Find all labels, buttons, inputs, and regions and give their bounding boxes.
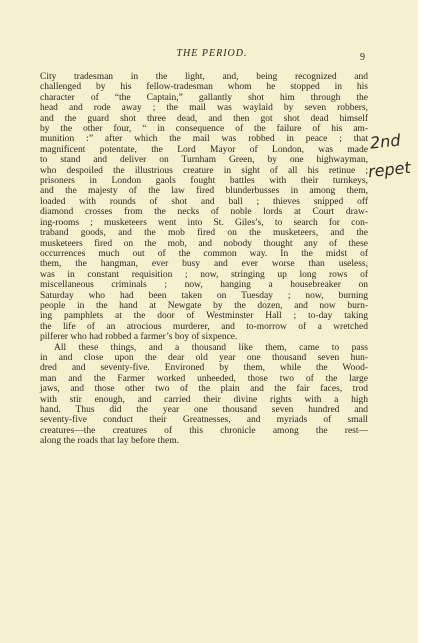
text-line: ing-rooms ; musketeers went into St. Giles’s, to search for con- xyxy=(40,217,368,228)
text-line: occurrences much out of the common way. In the midst of xyxy=(40,248,368,259)
text-line: miscellaneous criminals ; now, hanging a housebreaker on xyxy=(40,280,368,291)
text-line: head and rode away ; the mail was waylaid by seven robbers, xyxy=(40,103,368,114)
text-line: ing pamphlets at the door of Westminster Hall ; to-day taking xyxy=(40,311,368,322)
page-edge xyxy=(418,0,424,643)
text-line: traband goods, and the mob fired on the musketeers, and the xyxy=(40,228,368,239)
text-line: pilferer who had robbed a farmer’s boy of sixpence. xyxy=(40,332,238,343)
text-line: loaded with rounds of shot and ball ; thieves snipped off xyxy=(40,196,368,207)
paragraph-1 xyxy=(40,72,368,343)
text-line: who despoiled the illustrious creature in sight of all his retinue ; xyxy=(40,165,368,176)
running-head-title: THE PERIOD. xyxy=(176,48,248,59)
text-line: was in constant requisition ; now, stringing up long rows of xyxy=(40,269,368,280)
text-line: jaws, and those other two of the plain and the fair faces, trod xyxy=(40,384,368,395)
text-line: creatures—the creatures of this chronicle among the rest— xyxy=(40,425,368,436)
text-line: dred and seventy-five. Environed by them, while the Wood- xyxy=(40,363,368,374)
text-line: Saturday who had been taken on Tuesday ; now, burning xyxy=(40,290,368,301)
text-line: by the other four, “ in consequence of the failure of his am- xyxy=(40,124,368,135)
text-line: the life of an atrocious murderer, and to-morrow of a wretched xyxy=(40,321,368,332)
text-line: and the majesty of the law fired blunderbusses in among them, xyxy=(40,186,368,197)
text-line: diamond crosses from the necks of noble lords at Court draw- xyxy=(40,207,368,218)
text-line: in and close upon the dear old year one thousand seven hun- xyxy=(40,352,368,363)
text-line: man and the Farmer worked unheeded, those two of the large xyxy=(40,373,368,384)
body-text xyxy=(40,72,368,447)
text-line: City tradesman in the light, and, being recognized and xyxy=(40,72,368,82)
text-line: munition :” after which the mail was robbed in peace ; that xyxy=(40,134,368,145)
text-line: All these things, and a thousand like them, came to pass xyxy=(54,342,368,353)
text-line: seventy-five conduct their Greatnesses, and myriads of small xyxy=(40,415,368,426)
handwritten-annotation: repet xyxy=(367,157,412,182)
text-line: prisoners in London gaols fought battles with their turnkeys, xyxy=(40,176,368,187)
text-line: along the roads that lay before them. xyxy=(40,436,180,447)
text-line: them, the hangman, ever busy and ever worse than useless, xyxy=(40,259,368,270)
text-line: musketeers fired on the mob, and nobody thought any of these xyxy=(40,238,368,249)
text-line: and the guard shot three dead, and then got shot dead himself xyxy=(40,113,368,124)
text-line: magnificent potentate, the Lord Mayor of London, was made xyxy=(40,144,368,155)
paragraph-2 xyxy=(40,343,368,447)
page-number: 9 xyxy=(360,52,365,63)
text-line: with stir enough, and carried their divine rights with a high xyxy=(40,394,368,405)
text-line: challenged by his fellow-tradesman whom he stopped in his xyxy=(40,82,368,93)
text-line: people in the hand at Newgate by the dozen, and now burn- xyxy=(40,300,368,311)
text-line: to stand and deliver on Turnham Green, by one highwayman, xyxy=(40,155,368,166)
text-line: hand. Thus did the year one thousand seven hundred and xyxy=(40,405,368,415)
handwritten-annotation: 2nd xyxy=(369,130,402,153)
text-line: character of “the Captain,” gallantly shot him through the xyxy=(40,92,368,103)
